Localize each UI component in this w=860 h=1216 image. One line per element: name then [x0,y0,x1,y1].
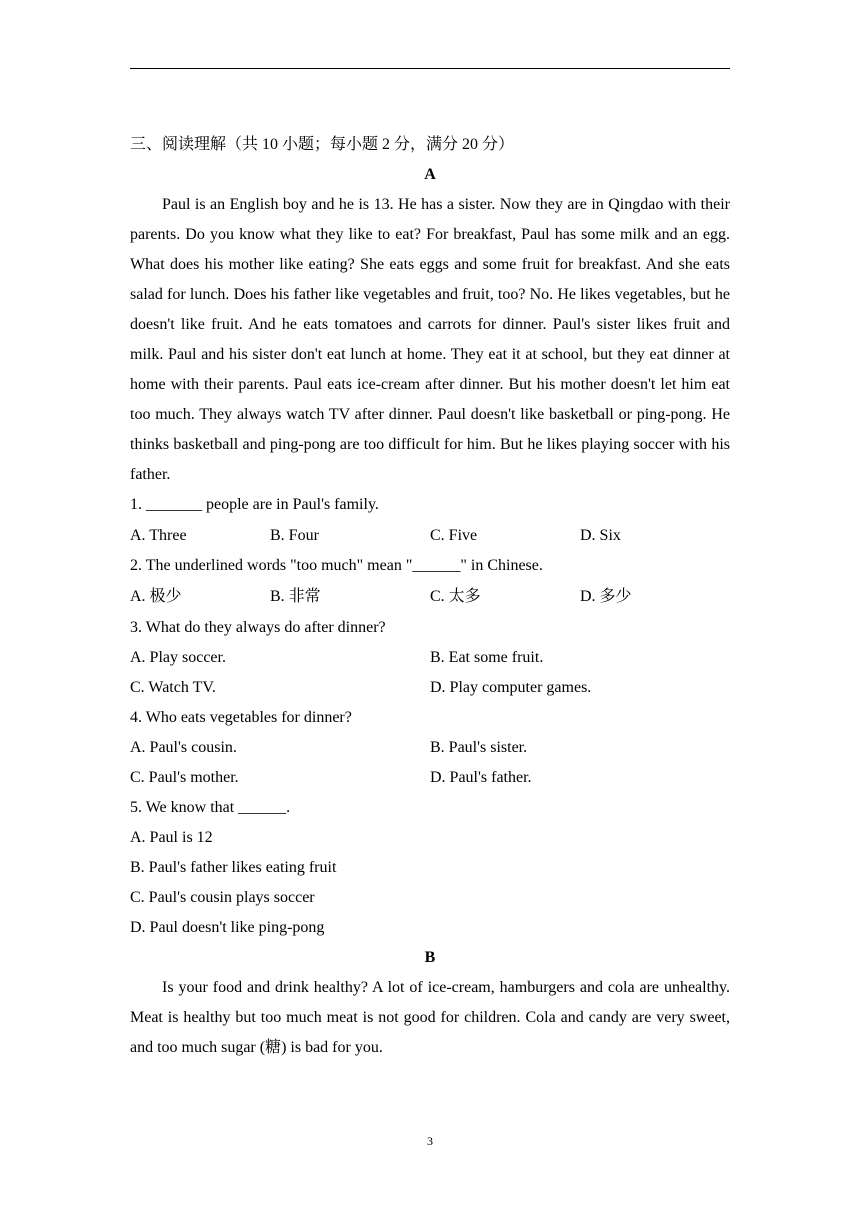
question-4: 4. Who eats vegetables for dinner? [130,709,352,726]
question-3: 3. What do they always do after dinner? [130,619,386,636]
q1-option-d: D. Six [580,527,621,544]
exam-content [130,130,730,1063]
question-1-options [130,520,730,551]
section-title: 三、阅读理解（共 10 小题；每小题 2 分，满分 20 分） [130,136,515,153]
question-4-options-row-1 [130,733,730,763]
q3-option-c: C. Watch TV. [130,679,216,696]
q2-option-a: A. 极少 [130,588,182,605]
question-4-options-row-2 [130,763,730,793]
passage-b-label: B [424,949,436,966]
question-3-options-row-2 [130,673,730,703]
question-1: 1. _______ people are in Paul's family. [130,496,379,513]
q4-option-a: A. Paul's cousin. [130,739,237,756]
question-3-options-row-1 [130,643,730,673]
q4-option-c: C. Paul's mother. [130,769,239,786]
passage-a-text: Paul is an English boy and he is 13. He has a sister. Now they are in Qingdao with their parents. Do you know what they like to eat? For breakfast, Paul has some milk and an egg. What does his mother like eating? She eats eggs and some fruit for breakfast. And she eats salad for lunch. Does his father like vegetables and fruit, too? No. He likes vegetables, but he doesn't like fruit. And he eats tomatoes and carrots for dinner. Paul's sister likes fruit and milk. Paul and his sister don't eat lunch at home. They eat it at school, but they eat dinner at home with their parents. Paul eats ice-cream after dinner. But his mother doesn't let him eat too much. They always watch TV after dinner. Paul doesn't like basketball or ping-pong. He thinks basketball and ping-pong are too difficult for him. But he likes playing soccer with his father. [130,196,730,483]
passage-a-label: A [424,166,436,183]
q4-option-b: B. Paul's sister. [430,739,528,756]
q3-option-a: A. Play soccer. [130,649,226,666]
header-rule [130,68,730,69]
q1-option-b: B. Four [270,527,319,544]
q5-option-b: B. Paul's father likes eating fruit [130,859,337,876]
question-2: 2. The underlined words "too much" mean "______" in Chinese. [130,557,543,574]
q3-option-b: B. Eat some fruit. [430,649,544,666]
q5-option-a: A. Paul is 12 [130,829,213,846]
q3-option-d: D. Play computer games. [430,679,592,696]
question-2-options [130,581,730,613]
q2-option-b: B. 非常 [270,588,321,605]
q5-option-d: D. Paul doesn't like ping-pong [130,919,325,936]
q2-option-d: D. 多少 [580,588,632,605]
passage-b-text: Is your food and drink healthy? A lot of ice-cream, hamburgers and cola are unhealthy. Meat is healthy but too much meat is not good for children. Cola and candy are very sweet, and too much sugar (糖) is bad for you. [130,979,730,1056]
page-number: 3 [427,1134,433,1148]
q1-option-a: A. Three [130,527,187,544]
q2-option-c: C. 太多 [430,588,481,605]
q4-option-d: D. Paul's father. [430,769,532,786]
q5-option-c: C. Paul's cousin plays soccer [130,889,315,906]
q1-option-c: C. Five [430,527,478,544]
question-5: 5. We know that ______. [130,799,291,816]
